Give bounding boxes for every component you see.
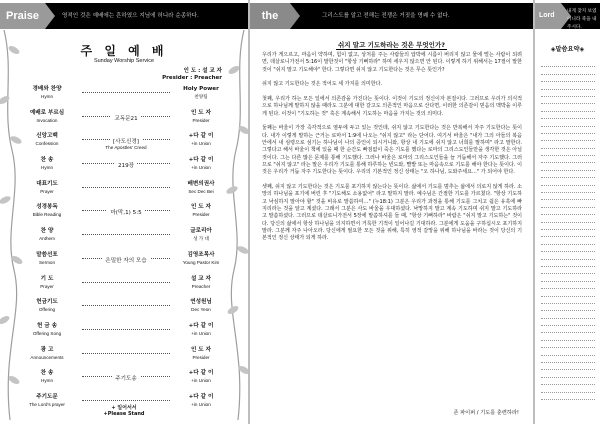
memo-line[interactable]: [541, 134, 595, 141]
order-item-leader: [172, 276, 230, 290]
order-item-ko: 헌금기도: [36, 299, 58, 306]
order-item-en: Hymn: [41, 165, 53, 171]
memo-line[interactable]: [541, 156, 595, 163]
memo-line[interactable]: [541, 260, 595, 267]
memo-lines: [541, 60, 595, 400]
order-item-en: Offering: [38, 307, 56, 313]
order-item-label: [18, 370, 76, 384]
order-leader-ko: 연성원님: [190, 299, 212, 306]
praise-tag: Praise: [0, 3, 45, 29]
order-item-content: [82, 114, 170, 122]
order-leader-en: Dec Yeon: [191, 307, 211, 313]
memo-line[interactable]: [541, 223, 595, 230]
order-leader-ko: +다 같 이: [188, 370, 214, 377]
memo-line[interactable]: [541, 356, 595, 363]
stand-note-ko: + 일어서서: [111, 405, 137, 411]
order-item-label: [18, 323, 76, 337]
memo-line[interactable]: [541, 311, 595, 318]
order-item-content-text: 은밀한 자의 모습: [102, 258, 149, 264]
order-leader-en: +in Union: [191, 165, 211, 171]
memo-line[interactable]: [541, 304, 595, 311]
memo-line[interactable]: [541, 378, 595, 385]
order-item-en: Invocation: [36, 117, 58, 123]
order-row: [0, 155, 248, 179]
memo-line[interactable]: [541, 230, 595, 237]
praise-header: [0, 3, 248, 29]
order-leader-en: Preacher: [191, 283, 211, 289]
order-item-content: [82, 256, 170, 264]
memo-line[interactable]: [541, 393, 595, 400]
order-item-content-text: 219장: [115, 163, 137, 169]
order-item-en: The Lord's prayer: [29, 401, 65, 407]
praise-header-text: 영적인 것은 예배에는 흔하였으 지님에 허니라 순종하다.: [62, 13, 199, 19]
memo-line[interactable]: [541, 274, 595, 281]
memo-line[interactable]: [541, 104, 595, 111]
order-leader-en: +in Union: [191, 401, 211, 407]
order-row: [0, 108, 248, 132]
order-item-ko: 기 도: [40, 275, 54, 282]
order-item-en: Announcements: [30, 354, 64, 360]
order-leader-en: 찬양팀: [194, 94, 208, 99]
order-leader-ko: 인 도 자: [190, 204, 212, 211]
sermon-header: [250, 3, 533, 29]
order-item-leader: [172, 133, 230, 147]
memo-line[interactable]: [541, 149, 595, 156]
order-row: [0, 274, 248, 298]
order-item-label: [18, 204, 76, 218]
order-dotted-rule: [82, 400, 170, 401]
memo-line[interactable]: [541, 267, 595, 274]
order-item-content-text: 교독문21: [111, 116, 140, 122]
worship-order-list: [0, 84, 248, 416]
order-row: [0, 202, 248, 226]
order-row: [0, 250, 248, 274]
order-item-en: Sermon: [38, 259, 56, 265]
memo-line[interactable]: [541, 252, 595, 259]
memo-line[interactable]: [541, 326, 595, 333]
memo-line[interactable]: [541, 363, 595, 370]
memo-line[interactable]: [541, 341, 595, 348]
order-item-ko: 찬 송: [40, 157, 54, 164]
memo-line[interactable]: [541, 237, 595, 244]
sermon-paragraph: 셋째, 쉬지 않고 기도한다는 것은 기도를 포기하지 않는다는 뜻이다. 삶에서 기도를 멈추는 삶에서 의로지 않게 하라. 소망의 하나님을 포기에 버린 후 "기도해도 소용없어" 라고 말하지 말라. 예수님은 간절한 기도를 가르쳤다. "항상 기도하고 낙심하지 말아야 할" 것을 비유로 말씀하여…" (누18:1) 그분은 우리가 과정을 통해 기도를 그치고 쉽은 유혹에 빠지리라는 것을 알고 계셨다. 그래서 그분은 사도 바울을 우대하셨다. 낙망하지 말고 계속 기도하며 쉬지 말고 기도하라고 말씀하셨다. 그러므로 데살로니가전서 5장에 말씀하셔를 들 때, "항상 기뻐하라" 바람은 "쉬지 말고 기도하는" 것이다. 당신의 삶에서 항상 하나님을 의지하면서 거룩한 기적이 일어나길 기대하라. 그분에게 도움을 구하십시오 포기하지 말라. 그분께 자주 나아오라. 당신에게 필요한 모든 것을 위해, 특히 영적 갈망을 위해 하나님을 바라는 것이 당신의 기본적인 정신 상태가 되게 하라.: [262, 184, 522, 242]
order-row: [0, 368, 248, 392]
memo-line[interactable]: [541, 97, 595, 104]
order-leader-ko: Holy Power: [183, 86, 219, 92]
presider-ko: 인 도 : 설 교 자: [183, 68, 222, 74]
order-leader-ko: 설 교 자: [190, 275, 212, 282]
order-item-content-text: [사도신경]: [110, 139, 142, 145]
memo-line[interactable]: [541, 186, 595, 193]
sermon-closing: 존 파이퍼 / 기도를 훈련하라!: [453, 410, 519, 416]
order-item-content: [82, 208, 170, 216]
order-dotted-rule: [82, 305, 170, 306]
memo-line[interactable]: [541, 141, 595, 148]
service-title: 주 일 예 배: [80, 44, 168, 58]
memo-line[interactable]: [541, 200, 595, 207]
memo-line[interactable]: [541, 127, 595, 134]
order-item-label: [18, 157, 76, 171]
worship-order-panel: [0, 0, 248, 424]
order-item-label: [18, 133, 76, 147]
memo-line[interactable]: [541, 370, 595, 377]
order-leader-en: 성 가 대: [193, 236, 209, 242]
order-item-leader: [172, 86, 230, 100]
memo-line[interactable]: [541, 282, 595, 289]
order-item-leader: [172, 252, 230, 266]
order-item-leader: [172, 157, 230, 171]
memo-line[interactable]: [541, 67, 595, 74]
memo-line[interactable]: [541, 60, 595, 67]
order-leader-ko: 인 도 자: [190, 346, 212, 353]
order-item-ko: 주기도문: [36, 393, 58, 400]
memo-line[interactable]: [541, 163, 595, 170]
order-item-ko: 성경봉독: [36, 204, 58, 211]
memo-panel: [535, 0, 600, 424]
order-item-label: [18, 276, 76, 290]
memo-line[interactable]: [541, 348, 595, 355]
memo-line[interactable]: [541, 171, 595, 178]
order-item-en: Prayer: [40, 188, 54, 194]
memo-line[interactable]: [541, 215, 595, 222]
memo-line[interactable]: [541, 178, 595, 185]
order-dotted-rule: [82, 187, 170, 188]
order-item-content: [82, 374, 170, 382]
order-item-en: Bible Reading: [32, 212, 62, 218]
order-leader-en: +in Union: [191, 378, 211, 384]
order-item-leader: [172, 228, 230, 242]
order-item-ko: 신앙고백: [36, 133, 58, 140]
order-item-ko: 예배로 부르심: [29, 109, 65, 116]
order-leader-ko: 김영조목사: [187, 251, 215, 258]
stand-note-en: +Please Stand: [103, 411, 145, 417]
order-item-label: [18, 252, 76, 266]
order-leader-ko: +다 같 이: [188, 133, 214, 140]
order-dotted-rule: [82, 353, 170, 354]
order-item-leader: [172, 323, 230, 337]
memo-line[interactable]: [541, 319, 595, 326]
lord-tag: Lord: [535, 3, 561, 29]
order-item-label: [18, 299, 76, 313]
order-row: [0, 345, 248, 369]
sermon-paragraph: 우리가 게으르고, 마음이 약하며, 힘이 없고, 상처를 주는 사람들의 압박에 시름이 버리지 않고 물에 떨는 사람이 되려면, 데살로니가전서 5:16이 말한것이 "항상 기뻐하라" 하며 세우지 않으면 안 된다. 이렇게 하기 위해서는 17절이 말한것이 "쉬지 말고 기도해야" 한다. 그렇다면 쉬지 않고 기도한다는 것은 무슨 뜻인가?: [262, 52, 522, 73]
order-row: [0, 84, 248, 108]
order-leader-en: Young Pastor Kim: [182, 259, 220, 265]
order-item-leader: [172, 370, 230, 384]
order-item-ko: 경배와 찬양: [32, 86, 62, 92]
sermon-title-text: 쉬지 말고 기도하라는 것은 무엇인가?: [337, 41, 445, 49]
order-row: [0, 131, 248, 155]
sermon-tag: the: [250, 3, 290, 29]
memo-line[interactable]: [541, 193, 595, 200]
memo-line[interactable]: [541, 90, 595, 97]
order-item-en: Prayer: [40, 283, 54, 289]
order-leader-en: Presider: [192, 212, 210, 218]
order-leader-en: Presider: [192, 117, 210, 123]
order-leader-ko: 글로리아: [190, 228, 212, 235]
order-item-en: Anthem: [39, 236, 55, 242]
sermon-header-text: 그리스도를 알고 전해는 전쟁은 거짓을 명쾌 수 없다.: [322, 13, 450, 19]
order-item-ko: 대표기도: [36, 180, 58, 187]
order-row: [0, 179, 248, 203]
service-subtitle: Sunday Worship Service: [93, 58, 155, 64]
order-item-en: Offering Song: [32, 330, 62, 336]
order-item-leader: [172, 299, 230, 313]
memo-line[interactable]: [541, 82, 595, 89]
memo-line[interactable]: [541, 119, 595, 126]
order-item-label: [18, 110, 76, 124]
memo-line[interactable]: [541, 289, 595, 296]
order-leader-ko: 배변의권사: [187, 180, 215, 187]
memo-line[interactable]: [541, 208, 595, 215]
presider-line: [162, 68, 222, 82]
memo-line[interactable]: [541, 385, 595, 392]
order-row: [0, 226, 248, 250]
order-item-en: Confession: [35, 141, 59, 147]
sermon-paragraph: 쉬지 않고 기도한다는 것은 적어도 세 가지를 의미한다.: [262, 81, 383, 88]
order-item-ko: 헌 금 송: [36, 322, 58, 329]
order-item-content-text: 주기도송: [112, 376, 140, 382]
presider-en: Presider : Preacher: [162, 75, 222, 81]
memo-line[interactable]: [541, 75, 595, 82]
order-item-label: [18, 86, 76, 100]
order-row: [0, 297, 248, 321]
order-item-label: [18, 228, 76, 242]
sermon-body: [262, 52, 522, 250]
order-item-leader: [172, 204, 230, 218]
memo-title: ◈말씀요약◈: [550, 46, 585, 53]
order-leader-en: +in Union: [191, 330, 211, 336]
order-item-leader: [172, 181, 230, 195]
order-item-content-text: 마(막,1) 5:5: [107, 210, 144, 216]
order-leader-en: Sec Dec Bei: [188, 188, 214, 194]
order-item-content: [82, 137, 170, 150]
order-leader-ko: +다 같 이: [188, 157, 214, 164]
lord-header-text: 내게 찾지 보였어니라 죽을 내주시다.: [567, 9, 597, 30]
order-item-en: Hymn: [41, 94, 53, 99]
order-item-leader: [172, 347, 230, 361]
order-item-label: [18, 181, 76, 195]
memo-line[interactable]: [541, 297, 595, 304]
order-dotted-rule: [82, 282, 170, 283]
order-dotted-rule: [82, 92, 170, 93]
order-item-ko: 광 고: [40, 346, 54, 353]
lord-header: [535, 3, 600, 29]
order-leader-ko: +다 같 이: [188, 322, 214, 329]
memo-line[interactable]: [541, 112, 595, 119]
sermon-panel: [250, 0, 533, 424]
memo-line[interactable]: [541, 245, 595, 252]
sermon-paragraph: 둘째는 바울이 가장 즉각적으로 염두에 두고 있는 것인데, 쉬지 않고 기도한다는 것은 반복해서 자주 기도한다는 뜻이다. 내가 이렇게 말하는 근거는 로마서 1:9에 나오는 "쉬지 않고" 라는 단어다. 여기서 바울은 "내가 그의 아들의 복음 안에서 내 심령으로 섬기는 하나님이 나의 증인이 되시거니와, 항상 내 기도에 쉬지 않고 너희를 말하며" 라고 말한다. 그렇다고 해서 바울이 책에 있을 때 한 순간도 빠짐없이 죽은 기도를 했다는 로마의 그리스도인들만을 생각한 것은 아닐 것이다. 그는 다른 많은 문제를 통해 기도했다. 그러나 바울은 로마의 그리스도인들을 늘 거듭해서 자주 기도했다. 그러므로 "쉬지 않고" 라는 말은 우리가 기도를 통해 하루하는 빈도와, 빨밭 또는 마음속으로 기도를 해야 한다는 뜻이다. 이것은 우리가 거듭 자주 기도한다는 뜻이다. 우리의 기본적인 정신 상태는 "오 하나님, 도와주세요..." 가 되어야 한다.: [262, 125, 522, 176]
order-leader-en: Presider: [192, 354, 210, 360]
order-leader-ko: 인 도 자: [190, 109, 212, 116]
order-item-label: [18, 347, 76, 361]
order-item-leader: [172, 110, 230, 124]
order-item-ko: 말씀선포: [36, 251, 58, 258]
order-dotted-rule: [82, 234, 170, 235]
stand-note: [0, 405, 248, 417]
order-row: [0, 321, 248, 345]
sermon-title: [250, 40, 533, 49]
order-item-en: Hymn: [41, 378, 53, 384]
order-item-ko: 찬 송: [40, 370, 54, 377]
memo-line[interactable]: [541, 333, 595, 340]
order-leader-ko: +다 같 이: [188, 393, 214, 400]
order-item-content-en: The Apostles' Creed: [102, 145, 149, 150]
order-dotted-rule: [82, 329, 170, 330]
sermon-paragraph: 첫째, 우리가 하는 모든 일에서 의존감을 가진다는 뜻이다. 이것이 기도의 정신이자 본질이다. 그러므로 우리가 의식적으로 하나님께 말하지 않을 때라도 그분에 대한 갈고도 의존적인 마음으로 산다면, 이러한 의존감이 믿음의 맥박을 이루게 된다. 이것이 "기도하는 것" 혹은 계속해서 기도하는 마음을 가지는 것의 의미다.: [262, 95, 522, 117]
order-item-content: [82, 161, 170, 169]
order-leader-en: +in Union: [191, 141, 211, 147]
order-item-ko: 찬 양: [40, 228, 54, 235]
